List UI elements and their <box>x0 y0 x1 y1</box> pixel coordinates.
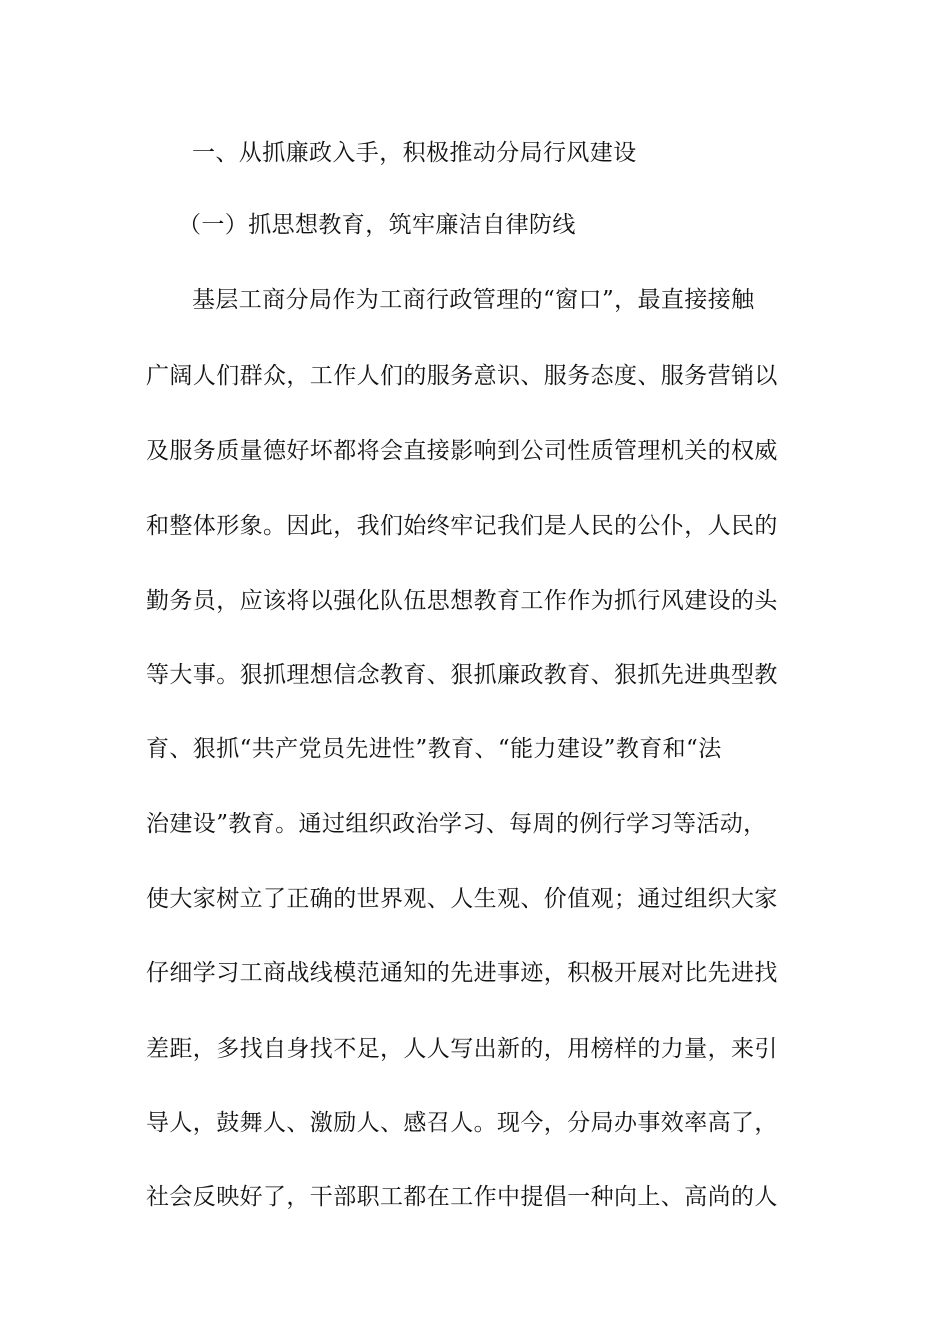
paragraph-line: 使大家树立了正确的世界观、人生观、价值观；通过组织大家 <box>146 886 778 912</box>
paragraph-line: 基层工商分局作为工商行政管理的“窗口”，最直接接触 <box>192 287 755 313</box>
paragraph-line: 育、狠抓“共产党员先进性”教育、“能力建设”教育和“法 <box>146 736 722 762</box>
paragraph-line: 等大事。狠抓理想信念教育、狠抓廉政教育、狠抓先进典型教 <box>146 662 778 688</box>
paragraph-line: 治建设”教育。通过组织政治学习、每周的例行学习等活动， <box>146 811 767 837</box>
paragraph-line: 勤务员，应该将以强化队伍思想教育工作作为抓行风建设的头 <box>146 588 778 614</box>
section-heading: 一、从抓廉政入手，积极推动分局行风建设 <box>192 140 637 166</box>
paragraph-line: 仔细学习工商战线模范通知的先进事迹，积极开展对比先进找 <box>146 960 778 986</box>
subsection-heading: （一）抓思想教育，筑牢廉洁自律防线 <box>178 212 576 238</box>
paragraph-line: 广阔人们群众，工作人们的服务意识、服务态度、服务营销以 <box>146 363 778 389</box>
paragraph-line: 和整体形象。因此，我们始终牢记我们是人民的公仆，人民的 <box>146 513 778 539</box>
paragraph-line: 及服务质量德好坏都将会直接影响到公司性质管理机关的权威 <box>146 438 778 464</box>
paragraph-line: 差距，多找自身找不足，人人写出新的，用榜样的力量，来引 <box>146 1036 778 1062</box>
paragraph-line: 社会反映好了，干部职工都在工作中提倡一种向上、高尚的人 <box>146 1184 778 1210</box>
paragraph-line: 导人，鼓舞人、激励人、感召人。现今，分局办事效率高了， <box>146 1110 778 1136</box>
